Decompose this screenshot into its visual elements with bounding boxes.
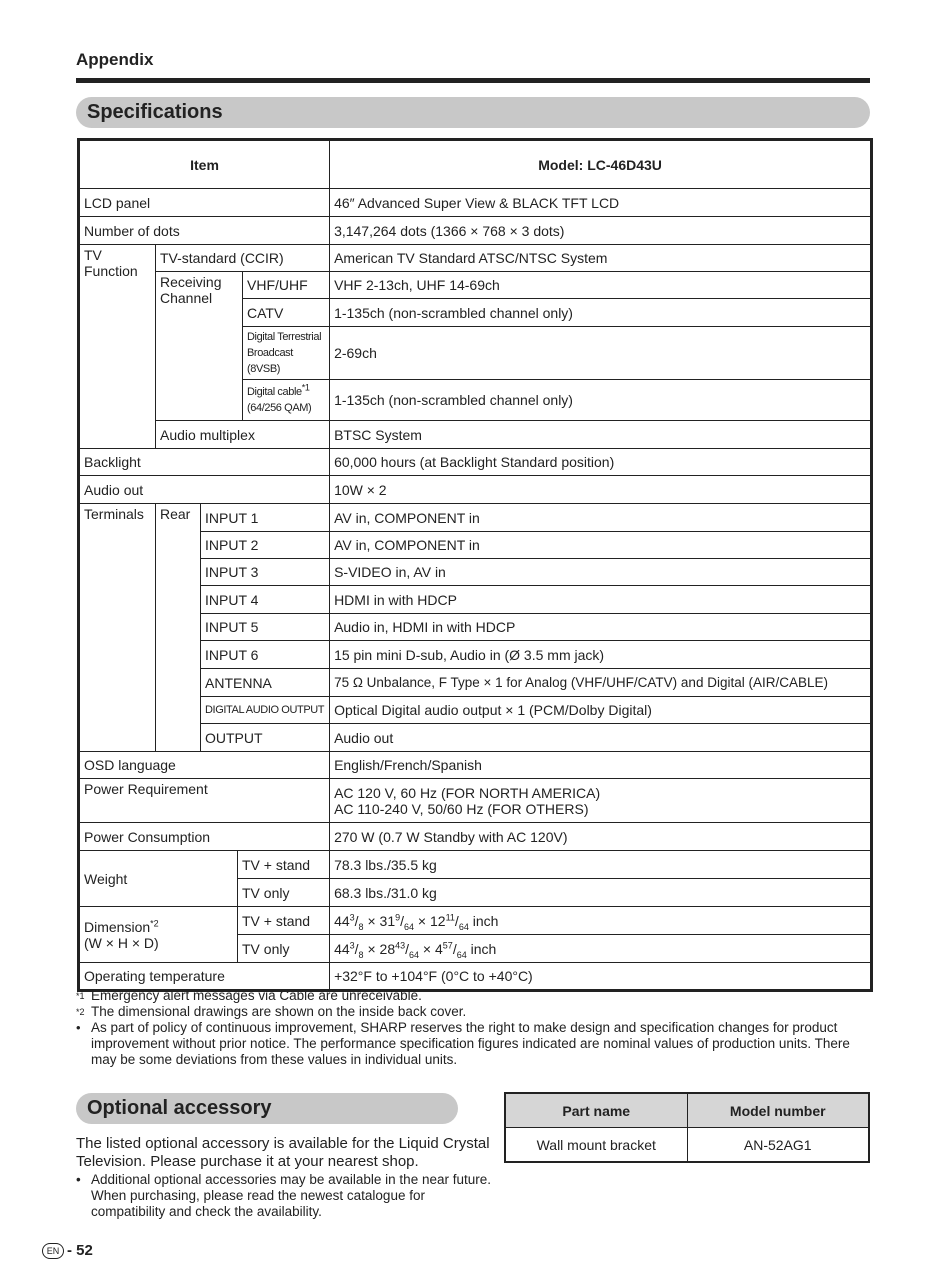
row-value: 270 W (0.7 W Standby with AC 120V) (330, 823, 872, 851)
row-label: VHF/UHF (243, 272, 330, 299)
dim-h-num: 9 (395, 911, 401, 922)
row-value: 1-135ch (non-scrambled channel only) (330, 380, 872, 421)
specifications-table (77, 138, 873, 992)
row-value: Audio in, HDMI in with HDCP (330, 614, 872, 641)
row-label: INPUT 4 (201, 586, 330, 614)
row-value: $44^3/_8 \times 31^9/_{64} \times 12^{11}/_{64}$ inch (330, 907, 872, 935)
row-value: 75 Ω Unbalance, F Type × 1 for Analog (VHF/UHF/CATV) and Digital (AIR/CABLE) (330, 669, 872, 697)
page-footer (42, 1242, 93, 1259)
accessory-bullet-note (76, 1172, 491, 1220)
row-value: American TV Standard ATSC/NTSC System (330, 245, 872, 272)
dim-w-num: 3 (349, 939, 355, 950)
dim-h-num: 43 (395, 939, 406, 950)
power-req-line-1: AC 120 V, 60 Hz (FOR NORTH AMERICA) (334, 784, 601, 801)
table-row (79, 823, 872, 851)
digital-cable-label-2: (64/256 QAM) (247, 402, 312, 414)
row-label: Backlight (79, 449, 330, 476)
table-row (79, 245, 872, 272)
table-row (79, 963, 872, 991)
row-label: TV + stand (238, 851, 330, 879)
col-header-item: Item (79, 140, 330, 189)
table-row (79, 907, 872, 935)
accessory-description: The listed optional accessory is available for the Liquid Crystal Television. Please purchase it at your nearest shop. (76, 1135, 490, 1170)
dim-w-den: 8 (358, 921, 364, 932)
row-label: Audio multiplex (156, 421, 330, 449)
digital-cable-label: Digital cable (247, 386, 302, 398)
bullet: • (76, 1172, 81, 1187)
receiving-channel-label: Receiving Channel (156, 272, 243, 421)
table-row (79, 851, 872, 879)
part-name: Wall mount bracket (505, 1128, 687, 1163)
dim-d-num: 57 (442, 939, 453, 950)
language-badge: EN (42, 1243, 64, 1259)
row-label: TV + stand (238, 907, 330, 935)
footnote-mark: *2 (76, 1007, 85, 1017)
row-value: $44^3/_8 \times 28^{43}/_{64} \times 4^{57}/_{64}$ inch (330, 935, 872, 963)
terminals-label: Terminals (79, 504, 156, 752)
dim-h-den: 64 (404, 921, 415, 932)
row-label: Power Consumption (79, 823, 330, 851)
model-number: AN-52AG1 (687, 1128, 869, 1163)
table-row (79, 504, 872, 532)
dimension-label-axes: (W × H × D) (84, 934, 159, 951)
row-label: ANTENNA (201, 669, 330, 697)
row-label: TV-standard (CCIR) (156, 245, 330, 272)
footnote-mark: *1 (76, 991, 85, 1001)
row-value: 78.3 lbs./35.5 kg (330, 851, 872, 879)
dim-d-num: 11 (445, 911, 455, 922)
dim-h-den: 64 (409, 949, 420, 960)
row-value: 3,147,264 dots (1366 × 768 × 3 dots) (330, 217, 872, 245)
footnote-mark: *1 (301, 382, 310, 393)
accessory-table (504, 1092, 870, 1163)
row-label: Audio out (79, 476, 330, 504)
row-value: 68.3 lbs./31.0 kg (330, 879, 872, 907)
table-row (79, 421, 872, 449)
table-row (79, 449, 872, 476)
footnote (76, 1020, 871, 1068)
dim-d-den: 64 (456, 949, 467, 960)
table-header-row (79, 140, 872, 189)
row-value: 60,000 hours (at Backlight Standard position) (330, 449, 872, 476)
table-row (79, 779, 872, 823)
footnote (76, 1004, 871, 1020)
row-value (330, 779, 872, 823)
dim-w-num: 3 (349, 911, 355, 922)
row-label: INPUT 1 (201, 504, 330, 532)
accessory-header-row (505, 1093, 869, 1128)
page-number: - 52 (67, 1242, 93, 1259)
tv-function-label: TV Function (79, 245, 156, 449)
row-label: Number of dots (79, 217, 330, 245)
row-value: +32°F to +104°F (0°C to +40°C) (330, 963, 872, 991)
power-req-line-2: AC 110-240 V, 50/60 Hz (FOR OTHERS) (334, 800, 589, 817)
row-value: 1-135ch (non-scrambled channel only) (330, 299, 872, 327)
optional-accessory-title: Optional accessory (76, 1093, 458, 1124)
row-label: LCD panel (79, 189, 330, 217)
bullet: • (76, 1020, 81, 1035)
weight-label: Weight (79, 851, 238, 907)
footnote-text: The dimensional drawings are shown on the inside back cover. (91, 1004, 467, 1019)
dim-d-den: 64 (458, 921, 469, 932)
row-label (243, 380, 330, 421)
table-row (79, 189, 872, 217)
dim-d: 4 (435, 940, 443, 957)
row-label: Operating temperature (79, 963, 330, 991)
dim-w-den: 8 (358, 949, 364, 960)
dim-unit: inch (472, 912, 499, 929)
dim-d: 12 (430, 912, 446, 929)
header-rule (76, 78, 870, 83)
dimension-label-text: Dimension (84, 918, 151, 935)
col-header-model: Model: LC-46D43U (330, 140, 872, 189)
row-value: VHF 2-13ch, UHF 14-69ch (330, 272, 872, 299)
row-value: HDMI in with HDCP (330, 586, 872, 614)
row-label: INPUT 6 (201, 641, 330, 669)
row-value: AV in, COMPONENT in (330, 504, 872, 532)
row-value: 10W × 2 (330, 476, 872, 504)
footnote-text: As part of policy of continuous improvement, SHARP reserves the right to make design and specification changes for product improvement without prior notice. The performance specification figures indicated are nominal values of production units. There may be some deviations from these values in individual units. (91, 1020, 850, 1067)
row-label: Power Requirement (79, 779, 330, 823)
row-value: Audio out (330, 724, 872, 752)
table-row (79, 476, 872, 504)
dim-unit: inch (470, 940, 497, 957)
row-value: 46″ Advanced Super View & BLACK TFT LCD (330, 189, 872, 217)
bullet-text: Additional optional accessories may be available in the near future. When purchasing, please read the newest catalogue for compatibility and check the availability. (91, 1172, 491, 1219)
dim-w: 44 (334, 912, 350, 929)
table-row (79, 752, 872, 779)
footnote (76, 988, 871, 1004)
row-label: INPUT 2 (201, 532, 330, 559)
specifications-title: Specifications (76, 97, 870, 128)
table-row (505, 1128, 869, 1163)
section-header: Appendix (76, 50, 154, 69)
row-label: CATV (243, 299, 330, 327)
row-value: 2-69ch (330, 327, 872, 380)
row-label: OUTPUT (201, 724, 330, 752)
row-label: TV only (238, 879, 330, 907)
row-label: OSD language (79, 752, 330, 779)
col-header-part-name: Part name (505, 1093, 687, 1128)
row-label: TV only (238, 935, 330, 963)
row-value: AV in, COMPONENT in (330, 532, 872, 559)
table-row (79, 272, 872, 299)
row-label: INPUT 3 (201, 559, 330, 586)
row-label: Digital Terrestrial Broadcast (8VSB) (243, 327, 330, 380)
row-value: Optical Digital audio output × 1 (PCM/Dolby Digital) (330, 697, 872, 724)
col-header-model-number: Model number (687, 1093, 869, 1128)
rear-label: Rear (156, 504, 201, 752)
row-label: DIGITAL AUDIO OUTPUT (201, 697, 330, 724)
dim-w: 44 (334, 940, 350, 957)
footnote-text: Emergency alert messages via Cable are unreceivable. (91, 988, 422, 1003)
row-value: BTSC System (330, 421, 872, 449)
dim-h: 28 (379, 940, 396, 957)
footnote-mark: *2 (150, 917, 159, 928)
row-value: 15 pin mini D-sub, Audio in (Ø 3.5 mm jack) (330, 641, 872, 669)
dim-h: 31 (379, 912, 396, 929)
footnotes (76, 988, 871, 1068)
table-row (79, 217, 872, 245)
row-value: S-VIDEO in, AV in (330, 559, 872, 586)
row-value: English/French/Spanish (330, 752, 872, 779)
row-label: INPUT 5 (201, 614, 330, 641)
dimension-label (79, 907, 238, 963)
